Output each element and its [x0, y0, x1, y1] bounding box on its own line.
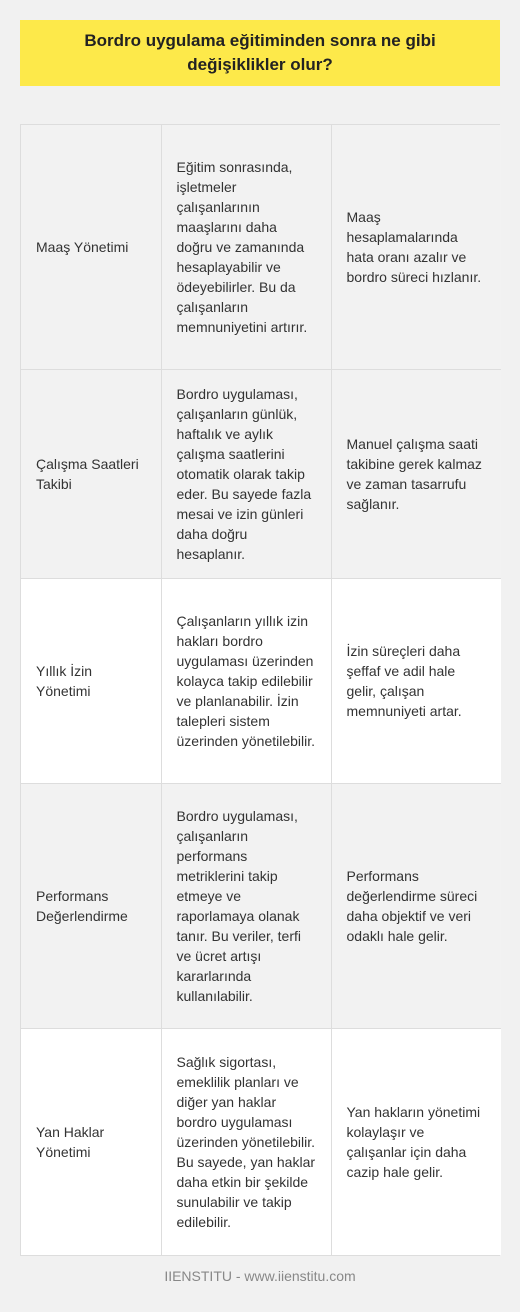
area-cell: Maaş Yönetimi: [21, 125, 161, 370]
result-cell: Performans değerlendirme süreci daha objektif ve veri odaklı hale gelir.: [331, 784, 501, 1029]
description-cell: Bordro uygulaması, çalışanların günlük, haftalık ve aylık çalışma saatlerini otomatik olarak takip eder. Bu sayede fazla mesai ve izin günleri daha doğru hesaplanır.: [161, 370, 331, 579]
footer-credit: IIENSTITU - www.iienstitu.com: [164, 1268, 356, 1284]
table-row: [21, 125, 501, 370]
result-cell: İzin süreçleri daha şeffaf ve adil hale gelir, çalışan memnuniyeti artar.: [331, 579, 501, 784]
table: [21, 125, 501, 1255]
area-cell: Yan Haklar Yönetimi: [21, 1029, 161, 1256]
result-cell: Manuel çalışma saati takibine gerek kalmaz ve zaman tasarrufu sağlanır.: [331, 370, 501, 579]
area-cell: Çalışma Saatleri Takibi: [21, 370, 161, 579]
table-row: [21, 784, 501, 1029]
title-banner: [20, 20, 500, 86]
page-title: Bordro uygulama eğitiminden sonra ne gibi değişiklikler olur?: [84, 31, 436, 74]
description-cell: Eğitim sonrasında, işletmeler çalışanlarının maaşlarını daha doğru ve zamanında hesaplayabilir ve ödeyebilirler. Bu da çalışanların memnuniyetini artırır.: [161, 125, 331, 370]
result-cell: Yan hakların yönetimi kolaylaşır ve çalışanlar için daha cazip hale gelir.: [331, 1029, 501, 1256]
table-row: [21, 579, 501, 784]
area-cell: Performans Değerlendirme: [21, 784, 161, 1029]
area-cell: Yıllık İzin Yönetimi: [21, 579, 161, 784]
table-row: [21, 1029, 501, 1256]
description-cell: Bordro uygulaması, çalışanların performans metriklerini takip etmeye ve raporlamaya olanak tanır. Bu veriler, terfi ve ücret artışı kararlarında kullanılabilir.: [161, 784, 331, 1029]
comparison-table: [20, 124, 500, 1256]
description-cell: Sağlık sigortası, emeklilik planları ve diğer yan haklar bordro uygulaması üzerinden yönetilebilir. Bu sayede, yan haklar daha etkin bir şekilde sunulabilir ve takip edilebilir.: [161, 1029, 331, 1256]
table-row: [21, 370, 501, 579]
description-cell: Çalışanların yıllık izin hakları bordro uygulaması üzerinden kolayca takip edilebilir ve planlanabilir. İzin talepleri sistem üzerinden yönetilebilir.: [161, 579, 331, 784]
result-cell: Maaş hesaplamalarında hata oranı azalır ve bordro süreci hızlanır.: [331, 125, 501, 370]
